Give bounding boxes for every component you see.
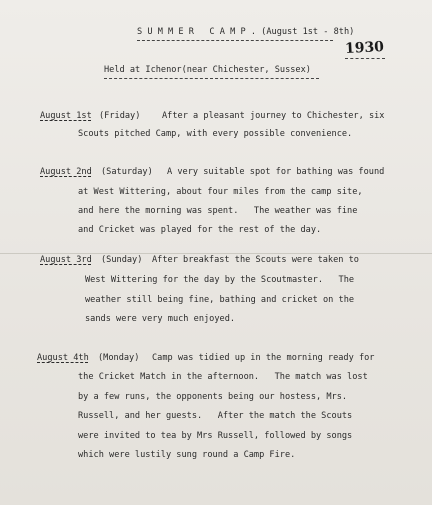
title-underline	[137, 40, 333, 41]
entry-line: the Cricket Match in the afternoon. The match was lost	[78, 372, 368, 382]
entry-line: and here the morning was spent. The weather was fine	[78, 206, 358, 216]
entry-date: August 2nd	[40, 167, 92, 177]
entry-date: August 1st	[40, 111, 92, 121]
entry-line: sands were very much enjoyed.	[85, 314, 236, 324]
entry-line: and Cricket was played for the rest of the day.	[78, 225, 322, 235]
entry-line: Camp was tidied up in the morning ready for	[152, 353, 375, 363]
location-underline	[104, 78, 319, 79]
entry-line: Scouts pitched Camp, with every possible convenience.	[78, 129, 353, 139]
entry-line: After a pleasant journey to Chichester, six	[162, 111, 385, 121]
paper-fold-line	[0, 253, 432, 254]
entry-day: (Saturday)	[101, 167, 153, 177]
camp-location: Held at Ichenor(near Chichester, Sussex)	[104, 65, 311, 75]
entry-line: by a few runs, the opponents being our hostess, Mrs.	[78, 392, 348, 402]
entry-line: weather still being fine, bathing and cricket on the	[85, 295, 355, 305]
entry-line: Russell, and her guests. After the match the Scouts	[78, 411, 353, 421]
entry-day: (Sunday)	[101, 255, 143, 265]
entry-line: which were lustily sung round a Camp Fire.	[78, 450, 296, 460]
handwritten-year: 1930	[344, 38, 385, 58]
entry-line: West Wittering for the day by the Scoutmaster. The	[85, 275, 355, 285]
entry-line: were invited to tea by Mrs Russell, followed by songs	[78, 431, 353, 441]
document-title: S U M M E R C A M P . (August 1st - 8th)	[137, 27, 355, 37]
entry-line: A very suitable spot for bathing was found	[167, 167, 385, 177]
entry-line: After breakfast the Scouts were taken to	[152, 255, 359, 265]
entry-day: (Friday)	[99, 111, 141, 121]
entry-line: at West Wittering, about four miles from the camp site,	[78, 187, 363, 197]
year-underline	[345, 58, 385, 59]
entry-day: (Monday)	[98, 353, 140, 363]
entry-date: August 4th	[37, 353, 89, 363]
entry-date: August 3rd	[40, 255, 92, 265]
